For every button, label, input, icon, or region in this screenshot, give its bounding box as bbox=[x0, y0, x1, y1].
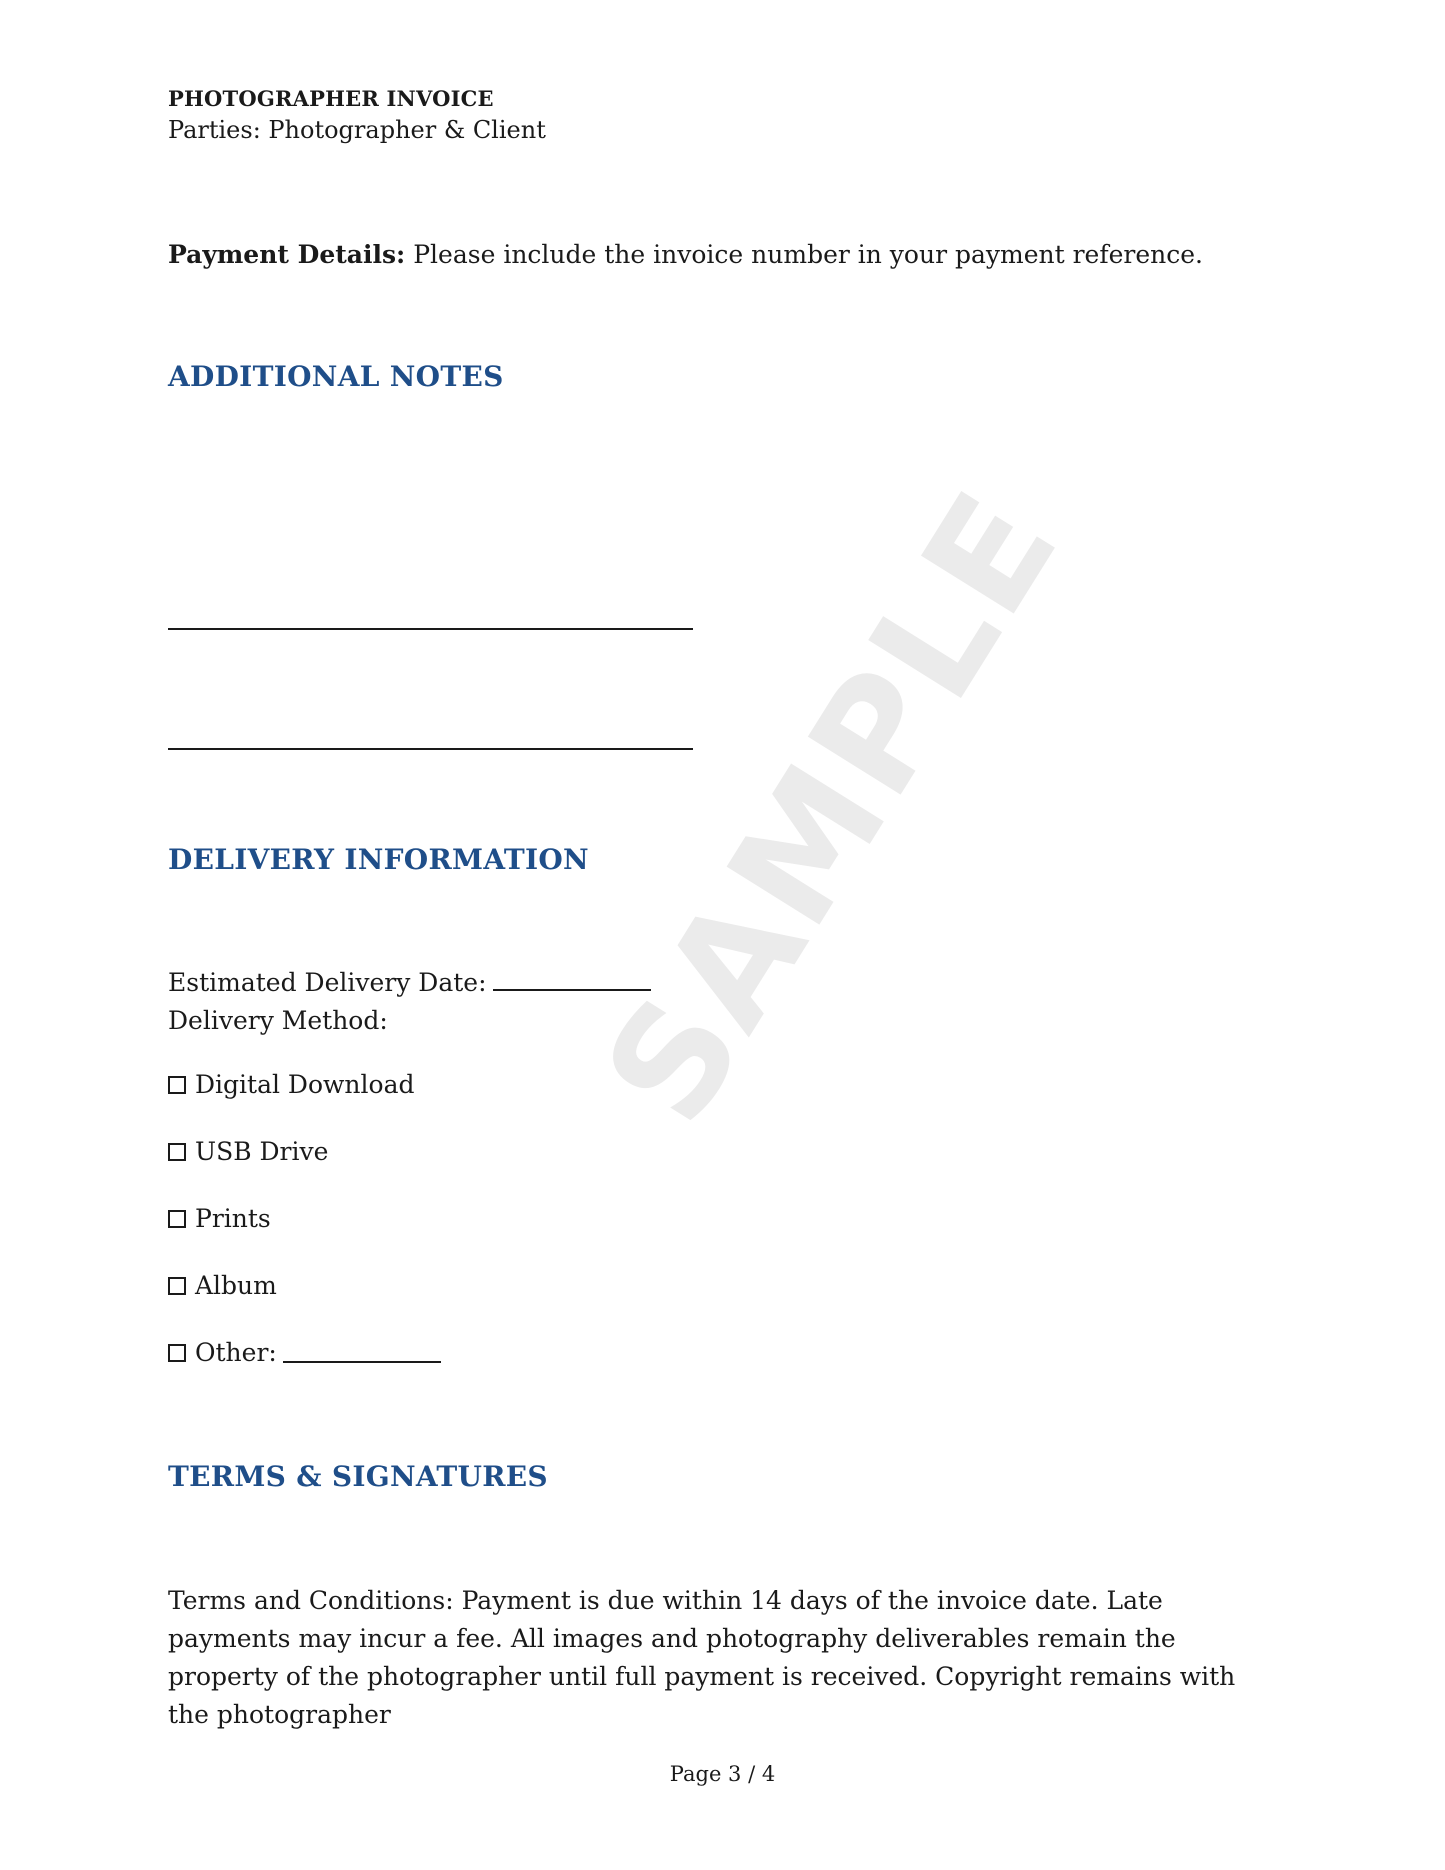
checkbox-icon[interactable] bbox=[168, 1143, 186, 1161]
checkbox-icon[interactable] bbox=[168, 1210, 186, 1228]
delivery-option-usb-drive[interactable] bbox=[168, 1137, 328, 1166]
document-parties: Parties: Photographer & Client bbox=[168, 116, 546, 144]
page-number: Page 3 / 4 bbox=[669, 1762, 776, 1786]
delivery-option-other[interactable] bbox=[168, 1338, 441, 1367]
delivery-option-label: Prints bbox=[195, 1204, 271, 1233]
notes-line-2 bbox=[168, 748, 693, 750]
delivery-option-label: Digital Download bbox=[195, 1070, 415, 1099]
notes-line-1 bbox=[168, 628, 693, 630]
checkbox-icon[interactable] bbox=[168, 1344, 186, 1362]
additional-notes-heading: ADDITIONAL NOTES bbox=[168, 360, 504, 393]
estimated-delivery-date-label: Estimated Delivery Date: bbox=[168, 968, 487, 997]
delivery-option-label: Other: bbox=[195, 1338, 277, 1367]
terms-and-conditions-text: Terms and Conditions: Payment is due within 14 days of the invoice date. Late payments may incur a fee. All images and photography deliverables remain the property of the photographer until full payment is received. Copyright remains with the photographer bbox=[168, 1586, 1236, 1729]
estimated-delivery-date-blank[interactable] bbox=[493, 971, 651, 991]
estimated-delivery-date bbox=[168, 968, 651, 997]
checkbox-icon[interactable] bbox=[168, 1277, 186, 1295]
checkbox-icon[interactable] bbox=[168, 1076, 186, 1094]
sample-watermark: SAMPLE bbox=[572, 461, 1094, 1153]
delivery-information-heading: DELIVERY INFORMATION bbox=[168, 843, 589, 876]
delivery-option-label: Album bbox=[195, 1271, 277, 1300]
delivery-option-digital-download[interactable] bbox=[168, 1070, 414, 1099]
delivery-method-label: Delivery Method: bbox=[168, 1006, 388, 1035]
delivery-option-label: USB Drive bbox=[195, 1137, 329, 1166]
delivery-option-prints[interactable] bbox=[168, 1204, 271, 1233]
delivery-option-album[interactable] bbox=[168, 1271, 277, 1300]
payment-details bbox=[168, 240, 1203, 269]
document-title: PHOTOGRAPHER INVOICE bbox=[168, 86, 494, 111]
payment-details-text: Please include the invoice number in your payment reference. bbox=[413, 240, 1203, 269]
terms-signatures-heading: TERMS & SIGNATURES bbox=[168, 1460, 548, 1493]
other-option-blank[interactable] bbox=[283, 1343, 441, 1363]
payment-details-label: Payment Details: bbox=[168, 240, 406, 269]
